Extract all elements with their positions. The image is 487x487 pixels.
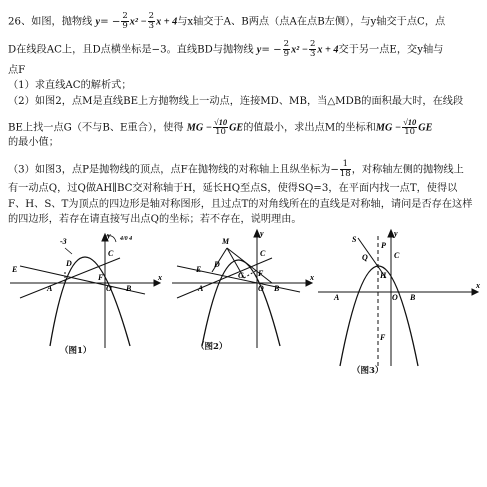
fig1-label-d: D <box>66 259 72 268</box>
formula-x2-2: x² − <box>291 44 308 56</box>
part3-a1: （3）如图3，点P是抛物线的顶点，点F在抛物线的对称轴上且纵坐标为 <box>8 164 331 176</box>
fig2-label-b: B <box>274 284 280 293</box>
figure-3-caption: （图3） <box>352 366 384 376</box>
formula-eq-2: = − <box>261 44 282 56</box>
fig2-label-y: y <box>260 229 264 238</box>
fig2-label-m: M <box>222 237 230 246</box>
part2-b1: BE上找一点G（不与B、E重合），使得 <box>8 122 184 134</box>
fig3-label-f: F <box>380 333 386 342</box>
part-3-c: F、H、S、T为顶点的四边形是轴对称图形，且过点T的对角线所在的直线是对称轴，请问是否存在这样 <box>8 199 473 210</box>
fraction-2-3: $\frac{2}{3}$ <box>148 11 155 31</box>
figure-2 <box>172 226 322 366</box>
fig1-label-e: E <box>12 265 18 274</box>
fraction-sqrt10-10-b: $\frac{√10}{10}$ <box>403 117 417 137</box>
fraction-2-9: $\frac{2}{9}$ <box>122 11 128 31</box>
part3-a2: ，对称轴左侧的抛物线上 <box>351 164 464 176</box>
fig2-label-e: E <box>196 265 202 274</box>
problem-line-3: 点F <box>8 65 26 76</box>
part-2-c: 的最小值； <box>8 137 59 148</box>
problem-line-1 <box>8 12 478 31</box>
formula-eq: = − <box>100 16 121 28</box>
fig1-label-c: C <box>108 249 114 258</box>
fig2-label-f: F <box>258 269 264 278</box>
fig3-label-o: O <box>392 293 398 302</box>
fig2-label-d: D <box>214 260 220 269</box>
figure-3 <box>318 226 483 376</box>
part-2-b <box>8 118 478 137</box>
problem-line-2 <box>8 40 478 59</box>
formula-ge: GE <box>229 122 244 134</box>
fig1-label-a: A <box>47 284 53 293</box>
fraction-2-3-b: $\frac{2}{3}$ <box>309 39 316 59</box>
formula-tail: x + 4 <box>156 16 178 28</box>
formula-neg: − <box>330 164 339 176</box>
fig2-label-g: G <box>238 271 244 280</box>
fig1-label-minus3: -3 <box>60 237 67 246</box>
fraction-1-18: $\frac{1}{18}$ <box>339 159 351 179</box>
fraction-sqrt10-10: $\frac{√10}{10}$ <box>213 117 228 137</box>
part-2-a: （2）如图2，点M是直线BE上方抛物线上一动点，连接MD、MB，当△MDB的面积最大时，在线段 <box>8 96 464 107</box>
fig3-label-q: Q <box>362 253 368 262</box>
formula-mg: MG − <box>186 122 212 134</box>
formula-y: y <box>95 16 101 28</box>
formula-x2: x² − <box>129 16 147 28</box>
part-1: （1）求直线AC的解析式； <box>8 80 132 91</box>
part2-b2: 的值最小，求出点M的坐标和 <box>243 122 376 134</box>
fig1-handwriting: 4/0 4 <box>120 236 133 242</box>
fig1-label-y: y <box>107 231 111 240</box>
fig3-label-p: P <box>381 241 386 250</box>
fig2-label-x: x <box>310 273 314 282</box>
formula-ge-2: GE <box>418 122 433 134</box>
line2-text-b: 交于另一点E，交y轴与 <box>338 44 444 56</box>
fig1-label-b: B <box>126 284 132 293</box>
fig3-label-h: H <box>380 271 387 280</box>
line2-text: D在线段AC上，且D点横坐标是−3。直线BD与抛物线 <box>8 44 254 56</box>
fig3-parabola <box>340 266 418 366</box>
fig3-label-s: S <box>352 235 357 244</box>
part-3-d: 的四边形，若存在请直接写出点Q的坐标；若不存在，说明理由。 <box>8 214 302 225</box>
fig3-label-a: A <box>334 293 340 302</box>
fig2-label-a: A <box>198 284 204 293</box>
fig2-label-c: C <box>260 249 266 258</box>
part-3-b: 有一动点Q，过Q做AH∥BC交对称轴于H，延长HQ至点S，使得SQ=3，在平面内找一点T，使得以 <box>8 183 458 194</box>
fig1-label-o: O <box>106 284 112 293</box>
fig3-label-y: y <box>394 229 398 238</box>
fig3-label-c: C <box>394 251 400 260</box>
fig1-label-f: F <box>98 273 104 282</box>
formula-mg-2: MG − <box>375 122 402 134</box>
fraction-2-9-b: $\frac{2}{9}$ <box>283 39 290 59</box>
fig2-label-o: O <box>258 284 264 293</box>
intro-text-2: 与x轴交于A、B两点（点A在点B左侧），与y轴交于点C，点 <box>177 16 446 28</box>
intro-text: 26、如图，抛物线 <box>8 16 93 28</box>
figure-2-caption: （图2） <box>196 342 228 352</box>
part-3-a <box>8 160 478 179</box>
formula-tail-2: x + 4 <box>317 44 339 56</box>
fig3-label-b: B <box>410 293 416 302</box>
formula-y-2: y <box>256 44 262 56</box>
fig3-label-x: x <box>476 281 480 290</box>
figure-1-caption: （图1） <box>60 346 92 356</box>
fig1-label-x: x <box>158 273 162 282</box>
